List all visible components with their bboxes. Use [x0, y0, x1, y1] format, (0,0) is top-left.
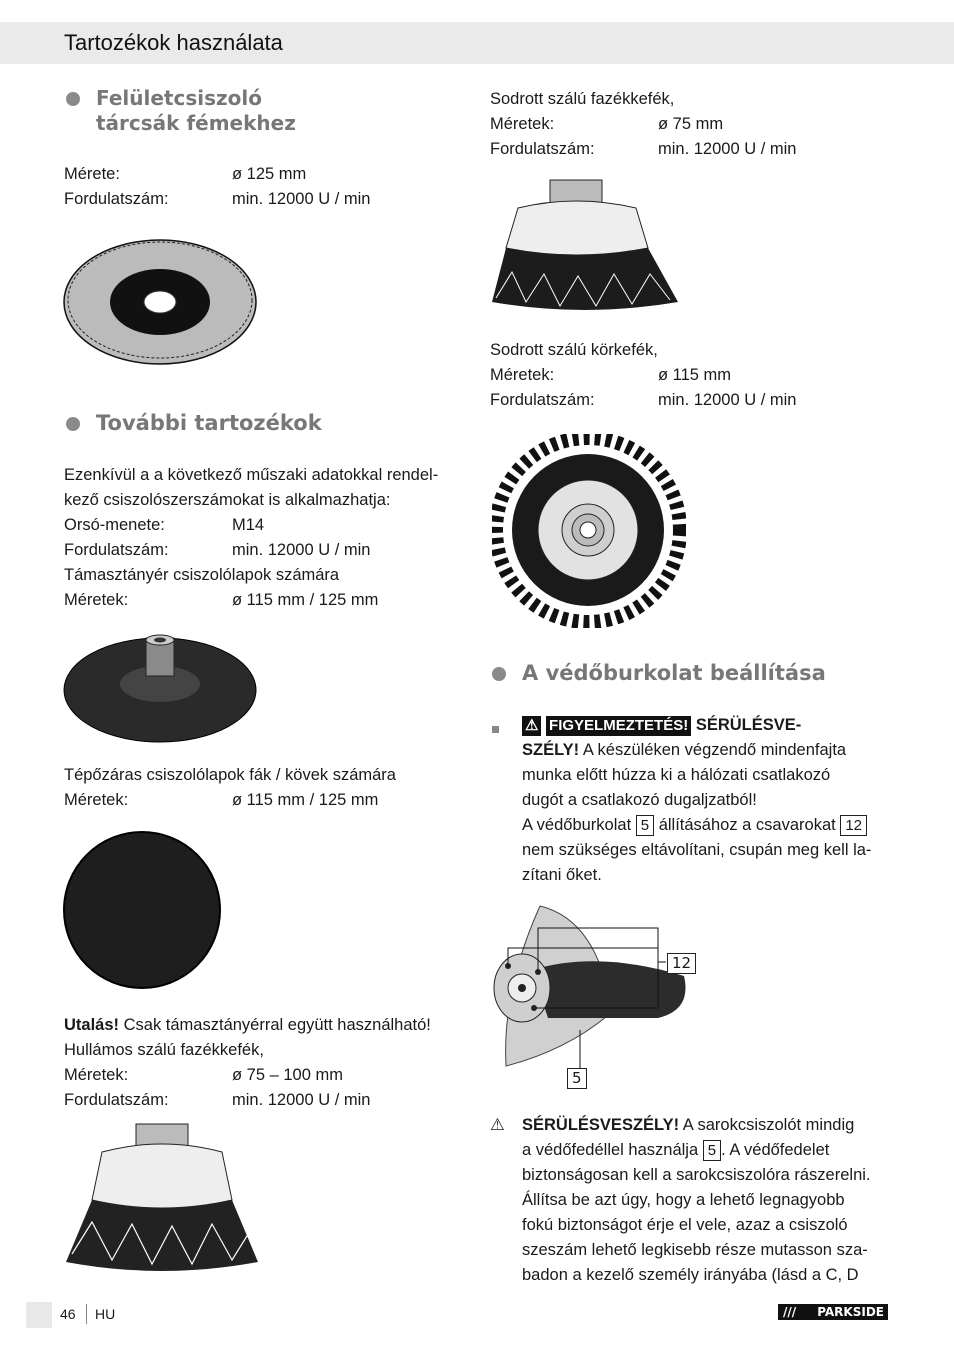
spec-label: Méretek: — [64, 1066, 129, 1084]
danger-icon-wrap — [490, 1113, 505, 1138]
paragraph-text: . A védőfedelet — [721, 1141, 830, 1159]
guard-figure — [488, 900, 708, 1092]
paragraph-text: A védőburkolat — [522, 816, 632, 834]
paragraph-line: badon a kezelő személy irányába (lásd a C, D — [522, 1266, 859, 1284]
spec-value: ø 75 – 100 mm — [232, 1066, 343, 1084]
paragraph-line: Ezenkívül a a következő műszaki adatokkal rendel- — [64, 466, 439, 484]
paragraph-line: dugót a csatlakozó dugaljzatból! — [522, 791, 757, 809]
warning-triangle-icon: ⚠ — [525, 717, 539, 734]
ref-box: 5 — [703, 1140, 721, 1161]
spec-value: min. 12000 U / min — [232, 541, 371, 559]
footer-divider — [86, 1304, 87, 1324]
ref-box: 5 — [636, 815, 654, 836]
spec-value: min. 12000 U / min — [658, 391, 797, 409]
spec-label: Méretek: — [64, 791, 129, 809]
section-heading-flap-discs: Felületcsiszoló tárcsák fémekhez — [96, 86, 296, 135]
warning-bold: SÉRÜLÉSVE- — [695, 716, 802, 734]
spec-value: M14 — [232, 516, 265, 534]
paragraph-line: Támasztányér csiszolólapok számára — [64, 566, 340, 584]
paragraph-text: a védőfedéllel használja — [522, 1141, 699, 1159]
paragraph-line: munka előtt húzza ki a hálózati csatlakozó — [522, 766, 831, 784]
paragraph-line: Sodrott szálú körkefék, — [490, 341, 658, 359]
section-bullet — [492, 667, 506, 681]
paragraph-text: állításához a csavarokat — [658, 816, 836, 834]
spec-value: ø 125 mm — [232, 165, 307, 183]
spec-label: Méretek: — [64, 591, 129, 609]
section-bullet — [66, 417, 80, 431]
figure-label-12: 12 — [667, 953, 696, 974]
paragraph-line: Tépőzáras csiszolólapok fák / kövek számára — [64, 766, 396, 784]
paragraph-line: fokú biztonságot érje el vele, azaz a csiszoló — [522, 1216, 848, 1234]
page-title: Tartozékok használata — [64, 30, 283, 55]
spec-value: min. 12000 U / min — [232, 190, 371, 208]
section-heading-guard: A védőburkolat beállítása — [522, 661, 826, 685]
spec-label: Fordulatszám: — [64, 190, 169, 208]
warning-triangle-icon: ⚠ — [490, 1116, 505, 1134]
warning-label: FIGYELMEZTETÉS! — [546, 716, 691, 736]
paragraph-line: Sodrott szálú fazékkefék, — [490, 90, 675, 108]
note-line — [64, 1013, 431, 1038]
spec-label: Fordulatszám: — [490, 391, 595, 409]
warning-line — [522, 738, 846, 763]
flap-disc-illustration — [62, 232, 262, 372]
paragraph-line: szeszám lehető legkisebb része mutasson sza- — [522, 1241, 868, 1259]
spec-label: Fordulatszám: — [64, 541, 169, 559]
paragraph-line — [522, 813, 867, 838]
note-label: Utalás! — [64, 1016, 120, 1034]
logo-stripes-icon: /// — [783, 1305, 797, 1319]
paragraph-line: Állítsa be azt úgy, hogy a lehető legnagyobb — [522, 1191, 845, 1209]
spec-value: min. 12000 U / min — [232, 1091, 371, 1109]
section-bullet — [66, 92, 80, 106]
spec-value: ø 115 mm / 125 mm — [232, 591, 379, 609]
support-pad-illustration — [62, 630, 262, 750]
spec-value: ø 115 mm / 125 mm — [232, 791, 379, 809]
paragraph-line: kező csiszolószerszámokat is alkalmazhatja: — [64, 491, 391, 509]
figure-label-5: 5 — [567, 1068, 587, 1089]
section-heading-accessories: További tartozékok — [96, 411, 322, 435]
wavy-cup-brush-illustration — [62, 1122, 262, 1272]
paragraph-line: zítani őket. — [522, 866, 602, 884]
spec-label: Méretek: — [490, 115, 555, 133]
spec-label: Orsó-menete: — [64, 516, 165, 534]
spec-label: Mérete: — [64, 165, 120, 183]
paragraph-line: nem szükséges eltávolítani, csupán meg kell la- — [522, 841, 872, 859]
ref-box: 12 — [840, 815, 867, 836]
page-number: 46 — [60, 1306, 76, 1322]
list-bullet — [492, 726, 499, 733]
twisted-wheel-brush-illustration — [492, 434, 686, 628]
footer-marker — [26, 1302, 52, 1328]
spec-label: Fordulatszám: — [64, 1091, 169, 1109]
spec-value: ø 115 mm — [658, 366, 732, 384]
paragraph-text: A készüléken végzendő mindenfajta — [582, 741, 847, 759]
note-text: Csak támasztányérral együtt használható! — [123, 1016, 431, 1034]
paragraph-line: Hullámos szálú fazékkefék, — [64, 1041, 264, 1059]
twisted-cup-brush-illustration — [488, 176, 688, 316]
paragraph-text: A sarokcsiszolót mindig — [682, 1116, 855, 1134]
brand-name: PARKSIDE — [817, 1305, 884, 1319]
warning-bold: SZÉLY! — [522, 741, 580, 759]
spec-value: min. 12000 U / min — [658, 140, 797, 158]
danger-bold: SÉRÜLÉSVESZÉLY! — [522, 1116, 680, 1134]
brand-logo — [778, 1304, 888, 1320]
spec-label: Méretek: — [490, 366, 555, 384]
paragraph-line — [522, 1138, 829, 1163]
warning-line — [522, 713, 801, 738]
spec-label: Fordulatszám: — [490, 140, 595, 158]
language-code: HU — [95, 1306, 116, 1322]
warning-badge — [522, 716, 541, 736]
velcro-disc-illustration — [62, 830, 224, 992]
danger-line — [522, 1113, 854, 1138]
spec-value: ø 75 mm — [658, 115, 724, 133]
paragraph-line: biztonságosan kell a sarokcsiszolóra rászerelni. — [522, 1166, 871, 1184]
